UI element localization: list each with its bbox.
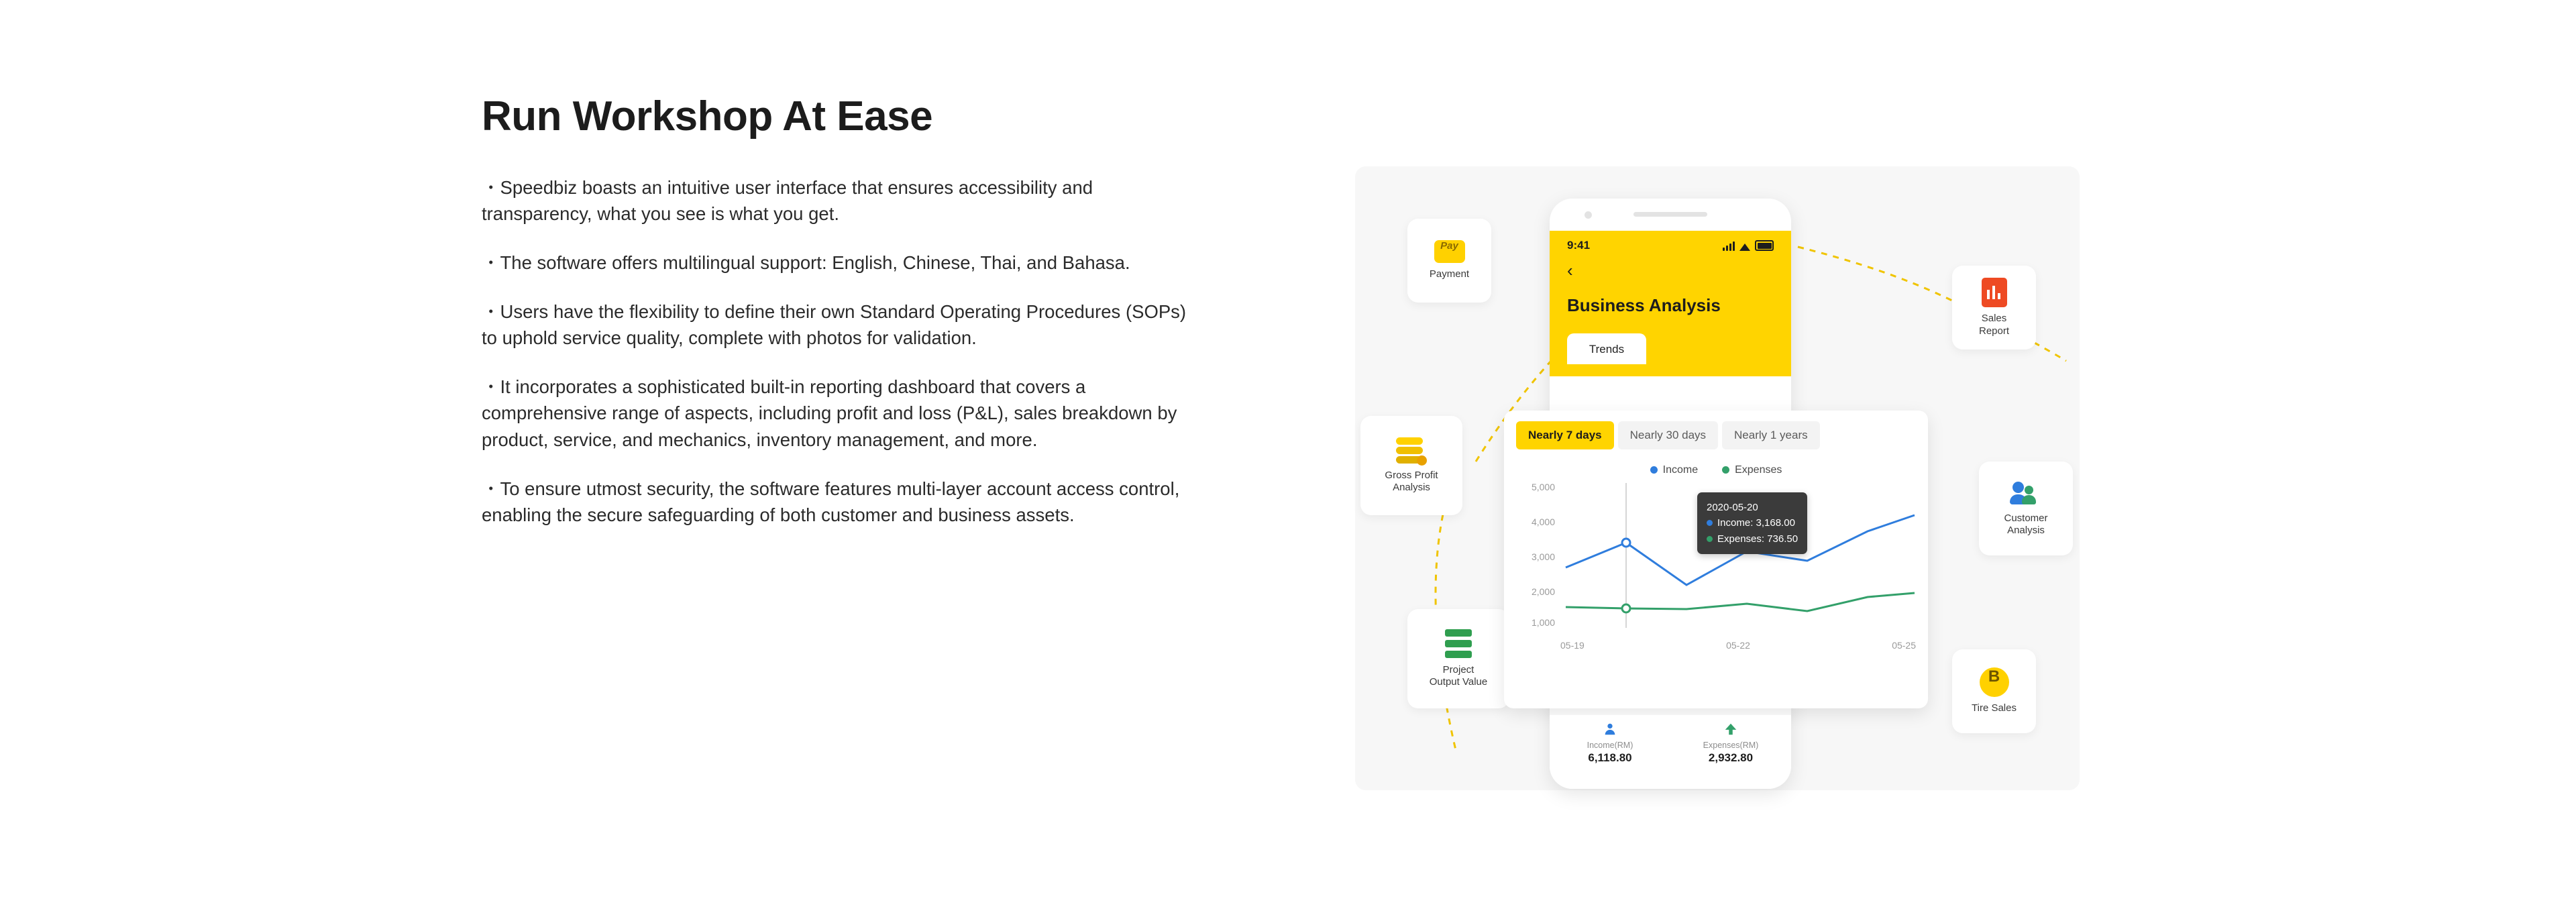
battery-icon [1755, 240, 1774, 251]
expenses-arrow-icon [1723, 722, 1738, 737]
phone-top-bezel [1550, 199, 1791, 231]
card-customer-line2: Analysis [2007, 525, 2045, 536]
report-document-icon [1982, 278, 2007, 307]
summary-income-value: 6,118.80 [1588, 751, 1632, 764]
legend-expenses-label: Expenses [1735, 464, 1782, 476]
y-tick: 4,000 [1531, 517, 1555, 527]
legend-income-swatch [1650, 466, 1658, 474]
bullet-item: ・It incorporates a sophisticated built-in reporting dashboard that covers a comprehensive range of aspects, including profit and loss (P&L), sales breakdown by product, service, and mechanics, inventory management, and more. [482, 376, 1177, 450]
y-tick: 2,000 [1531, 586, 1555, 597]
card-sales-report[interactable] [1952, 266, 2036, 349]
card-customer-label [2004, 512, 2047, 537]
server-icon [1445, 629, 1472, 659]
card-gross-profit-line1: Gross Profit [1385, 469, 1438, 481]
coin-icon: B [1980, 667, 2009, 697]
status-bar [1550, 231, 1791, 255]
bullet-item: ・Speedbiz boasts an intuitive user interface that ensures accessibility and transparency, what you see is what you get. [482, 177, 1093, 225]
legend-income-label: Income [1662, 464, 1699, 476]
phone-header [1550, 231, 1791, 376]
legend-expenses [1722, 464, 1782, 476]
summary-expenses [1670, 722, 1791, 765]
x-tick: 05-22 [1726, 640, 1750, 651]
wifi-icon [1739, 244, 1750, 251]
y-tick: 3,000 [1531, 551, 1555, 562]
tooltip-expenses-swatch [1707, 536, 1713, 542]
range-tab-nearly-7-days[interactable]: Nearly 7 days [1516, 421, 1614, 449]
card-project-output-value[interactable] [1407, 609, 1509, 708]
range-tab-group [1516, 421, 1916, 449]
summary-income [1550, 722, 1670, 765]
tooltip-expenses [1707, 531, 1798, 547]
chart-legend [1516, 464, 1916, 476]
card-tire-sales[interactable] [1952, 649, 2036, 733]
summary-income-label: Income(RM) [1587, 741, 1633, 750]
card-payment[interactable] [1407, 219, 1491, 303]
range-tab-nearly-1-years[interactable]: Nearly 1 years [1722, 421, 1820, 449]
signal-icon [1723, 241, 1735, 251]
tab-trends[interactable]: Trends [1567, 333, 1646, 364]
status-time: 9:41 [1567, 239, 1591, 252]
tooltip-income-swatch [1707, 520, 1713, 526]
card-project-line1: Project [1442, 663, 1474, 675]
chart-x-axis [1560, 640, 1916, 651]
summary-expenses-label: Expenses(RM) [1703, 741, 1759, 750]
chart-y-axis [1516, 483, 1555, 628]
tooltip-expenses-text: Expenses: 736.50 [1717, 533, 1799, 545]
coins-stack-icon [1396, 437, 1427, 464]
legend-income [1650, 464, 1698, 476]
card-tire-sales-label: Tire Sales [1972, 702, 2017, 714]
chart-card [1504, 411, 1928, 708]
speaker-grille [1633, 212, 1707, 217]
tooltip-date: 2020-05-20 [1707, 502, 1758, 513]
chart-plot-area [1516, 483, 1916, 651]
card-project-output-label [1430, 664, 1487, 689]
x-tick: 05-19 [1560, 640, 1585, 651]
people-icon [2010, 480, 2042, 507]
card-payment-label: Payment [1429, 268, 1470, 280]
card-gross-profit-label [1385, 470, 1438, 494]
bullet-item: ・The software offers multilingual support: English, Chinese, Thai, and Bahasa. [482, 252, 1130, 274]
bullet-item: ・To ensure utmost security, the software features multi-layer account access control, enabling the secure safeguarding of both customer and business assets. [482, 478, 1180, 525]
card-customer-line1: Customer [2004, 512, 2048, 524]
bullet-item: ・Users have the flexibility to define their own Standard Operating Procedures (SOPs) to uphold service quality, complete with photos for validation. [482, 301, 1187, 349]
income-person-icon [1603, 722, 1617, 737]
card-gross-profit-analysis[interactable] [1360, 416, 1462, 515]
card-gross-profit-line2: Analysis [1393, 482, 1430, 493]
phone-screen-title: Business Analysis [1567, 295, 1721, 315]
card-sales-line2: Report [1978, 325, 2010, 337]
camera-icon [1585, 211, 1592, 219]
range-tab-nearly-30-days[interactable]: Nearly 30 days [1618, 421, 1718, 449]
card-project-line2: Output Value [1429, 676, 1488, 688]
illustration [1355, 166, 2080, 790]
tooltip-income-text: Income: 3,168.00 [1717, 517, 1795, 529]
chevron-left-icon[interactable]: ‹ [1567, 260, 1573, 280]
legend-expenses-swatch [1722, 466, 1729, 474]
pay-icon: Pay [1434, 240, 1465, 263]
x-tick: 05-25 [1892, 640, 1916, 651]
y-tick: 5,000 [1531, 482, 1555, 492]
text-column [482, 94, 1193, 551]
tooltip-income [1707, 515, 1798, 531]
y-tick: 1,000 [1531, 617, 1555, 628]
summary-row [1550, 715, 1791, 765]
page-title: Run Workshop At Ease [482, 93, 933, 140]
card-customer-analysis[interactable] [1979, 462, 2073, 555]
chart-tooltip [1697, 492, 1807, 554]
summary-expenses-value: 2,932.80 [1708, 751, 1754, 764]
status-icons [1723, 240, 1774, 251]
card-sales-report-label [1979, 313, 2009, 337]
card-sales-line1: Sales [1981, 313, 2007, 325]
